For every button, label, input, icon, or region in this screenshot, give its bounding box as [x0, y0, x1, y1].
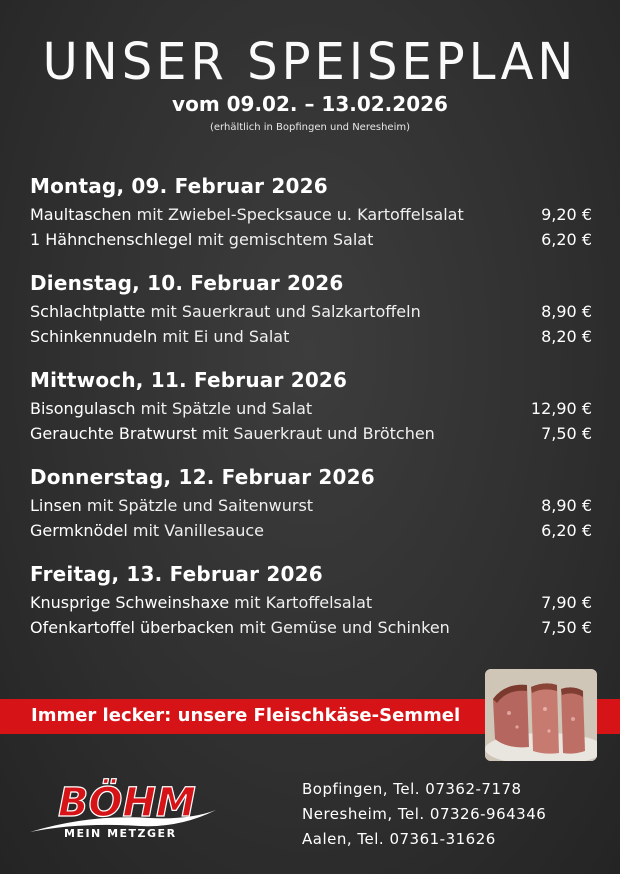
dish-price: 7,90 € [541, 593, 592, 612]
day-heading: Freitag, 13. Februar 2026 [30, 562, 323, 586]
dish-name: Linsen [30, 496, 82, 515]
logo-wordmark: BÖHM [58, 780, 196, 826]
dish-price: 12,90 € [530, 399, 592, 418]
dish-side: mit Sauerkraut und Brötchen [196, 424, 435, 443]
day-heading: Donnerstag, 12. Februar 2026 [30, 465, 375, 489]
menu-item [30, 227, 592, 252]
dish-name: Germknödel [30, 521, 128, 540]
menu-item [30, 590, 592, 615]
menu-days [30, 172, 592, 657]
menu-item [30, 202, 592, 227]
dish-name: Gerauchte Bratwurst [30, 424, 197, 443]
dish-side: mit Ei und Salat [157, 327, 290, 346]
day-heading: Dienstag, 10. Februar 2026 [30, 271, 344, 295]
contact-line: Aalen, Tel. 07361-31626 [302, 830, 496, 848]
dish-name: Ofenkartoffel überbacken [30, 618, 235, 637]
logo-tagline: MEIN METZGER [64, 827, 177, 840]
dish-name: Knusprige Schweinshaxe [30, 593, 230, 612]
promo-banner-text: Immer lecker: unsere Fleischkäse-Semmel [31, 705, 461, 726]
menu-item [30, 518, 592, 543]
dish-price: 6,20 € [541, 521, 592, 540]
dish-name: Maultaschen [30, 205, 132, 224]
dish-price: 6,20 € [541, 230, 592, 249]
contact-line: Neresheim, Tel. 07326-964346 [302, 805, 547, 823]
dish-side: mit Vanillesauce [127, 521, 264, 540]
dish-price: 8,90 € [541, 496, 592, 515]
dish-price: 7,50 € [541, 618, 592, 637]
menu-item [30, 421, 592, 446]
dish-side: mit gemischtem Salat [192, 230, 374, 249]
dish-side: mit Spätzle und Saitenwurst [81, 496, 314, 515]
page-title: UNSER SPEISEPLAN [42, 32, 578, 92]
availability-note: (erhältlich in Bopfingen und Neresheim) [210, 122, 410, 133]
dish-price: 7,50 € [541, 424, 592, 443]
menu-item [30, 615, 592, 640]
contact-line: Bopfingen, Tel. 07362-7178 [302, 780, 522, 798]
dish-price: 9,20 € [541, 205, 592, 224]
dish-price: 8,90 € [541, 302, 592, 321]
day-heading: Mittwoch, 11. Februar 2026 [30, 368, 348, 392]
day-block [30, 269, 592, 349]
day-block [30, 366, 592, 446]
dish-price: 8,20 € [541, 327, 592, 346]
fleischkaese-photo-icon [485, 669, 597, 761]
menu-item [30, 324, 592, 349]
day-block [30, 560, 592, 640]
menu-item [30, 396, 592, 421]
menu-item [30, 493, 592, 518]
dish-side: mit Gemüse und Schinken [234, 618, 450, 637]
dish-side: mit Spätzle und Salat [135, 399, 313, 418]
contact-list [302, 777, 546, 852]
dish-side: mit Kartoffelsalat [229, 593, 373, 612]
menu-period: vom 09.02. – 13.02.2026 [172, 92, 448, 116]
dish-side: mit Sauerkraut und Salzkartoffeln [145, 302, 421, 321]
dish-side: mit Zwiebel-Specksauce u. Kartoffelsalat [131, 205, 464, 224]
day-heading: Montag, 09. Februar 2026 [30, 174, 328, 198]
dish-name: 1 Hähnchenschlegel [30, 230, 193, 249]
dish-name: Bisongulasch [30, 399, 136, 418]
day-block [30, 172, 592, 252]
dish-name: Schlachtplatte [30, 302, 146, 321]
menu-item [30, 299, 592, 324]
day-block [30, 463, 592, 543]
dish-name: Schinkennudeln [30, 327, 158, 346]
